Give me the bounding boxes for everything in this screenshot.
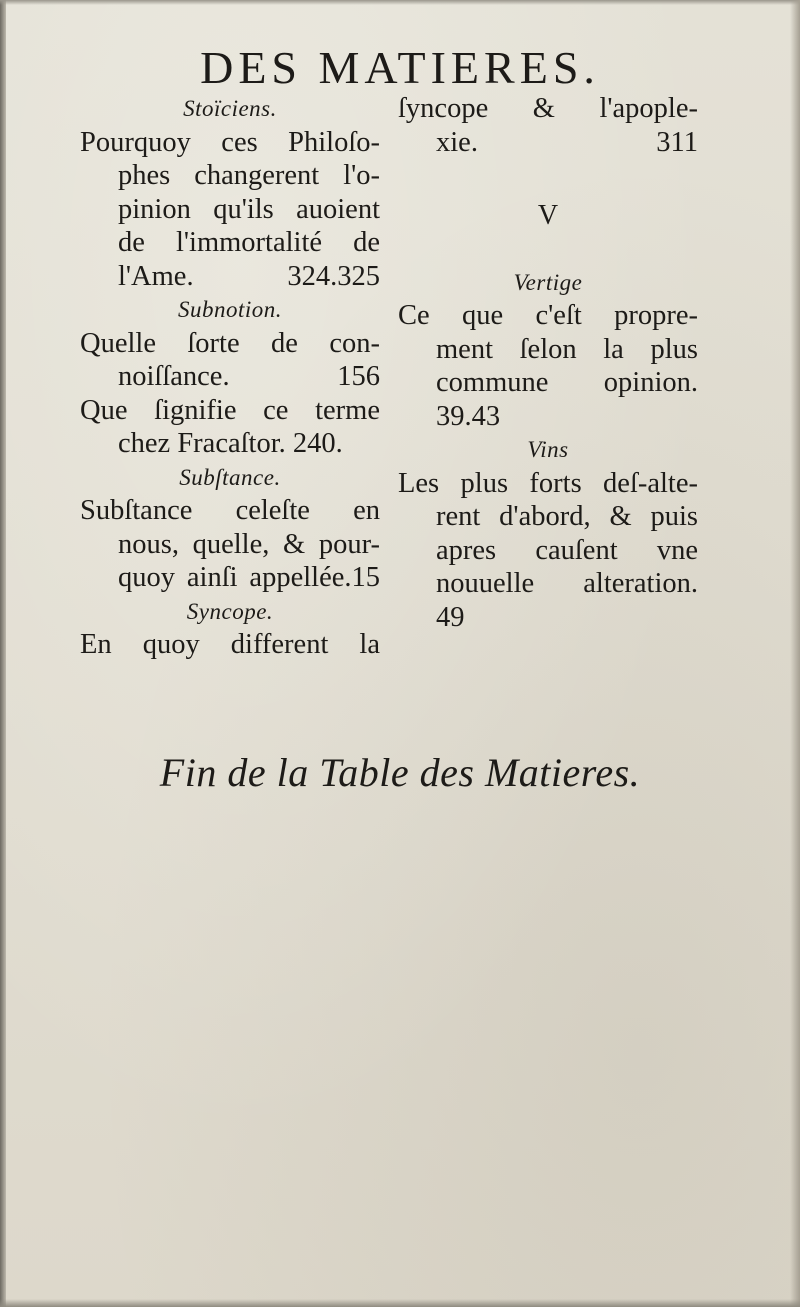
index-entry-line: ſyncope & l'apople- — [398, 93, 698, 124]
page-edge-bottom — [0, 1299, 800, 1307]
page-reference: 156 — [337, 361, 380, 392]
index-entry-line: Ce que c'eſt propre- — [398, 300, 698, 331]
index-entry-line: apres cauſent vne — [436, 534, 698, 566]
index-entry-line: 49 — [436, 601, 465, 633]
index-entry-line: nous, quelle, & pour- — [118, 528, 380, 560]
colophon: Fin de la Table des Matieres. — [159, 750, 641, 795]
index-entry-line: Quelle ſorte de con- — [80, 327, 380, 359]
running-head: DES MATIERES. — [200, 42, 600, 93]
index-entry-line: commune opinion. — [436, 367, 698, 398]
index-entry-line: quoy ainſi appellée.15 — [118, 562, 380, 593]
index-entry-line: de l'immortalité de — [118, 227, 380, 258]
index-entry-line: xie. 311 — [436, 126, 698, 158]
index-entry-line: Subſtance celeſte en — [80, 495, 380, 526]
index-heading: Stoïciens. — [183, 96, 277, 121]
page-edge-left — [0, 0, 6, 1307]
index-entry-line: Les plus forts deſ-alte- — [398, 467, 698, 499]
index-entry-line: Pourquoy ces Philoſo- — [80, 126, 380, 158]
index-column-left — [80, 92, 380, 662]
page-edge-top — [0, 0, 800, 5]
index-entry-line: En quoy different la — [80, 629, 380, 660]
index-entry-line: l'Ame. 324.325 — [118, 260, 380, 292]
index-heading: Subſtance. — [179, 464, 281, 490]
index-heading: Subnotion. — [177, 297, 283, 322]
page-reference: 324.325 — [287, 260, 380, 292]
page-edge-right — [790, 0, 800, 1307]
index-entry-line: pinion qu'ils auoient — [118, 193, 380, 225]
section-letter: V — [537, 200, 559, 231]
index-entry-line: noiſſance. 156 — [118, 361, 380, 392]
index-entry-line: ment ſelon la plus — [436, 333, 698, 365]
page-reference: 311 — [656, 126, 698, 158]
index-heading: Vertige — [513, 269, 583, 295]
index-entry-line: chez Fracaſtor. 240. — [118, 428, 343, 459]
index-entry-line: rent d'abord, & puis — [436, 501, 698, 532]
index-column-right — [398, 92, 698, 634]
index-heading: Vins — [527, 437, 569, 462]
index-entry-line: 39.43 — [436, 400, 501, 432]
index-entry-line: Que ſignifie ce terme — [80, 394, 380, 426]
index-entry-line: nouuelle alteration. — [436, 568, 698, 599]
index-entry-line: phes changerent l'o- — [118, 160, 380, 191]
index-heading: Syncope. — [186, 598, 274, 624]
